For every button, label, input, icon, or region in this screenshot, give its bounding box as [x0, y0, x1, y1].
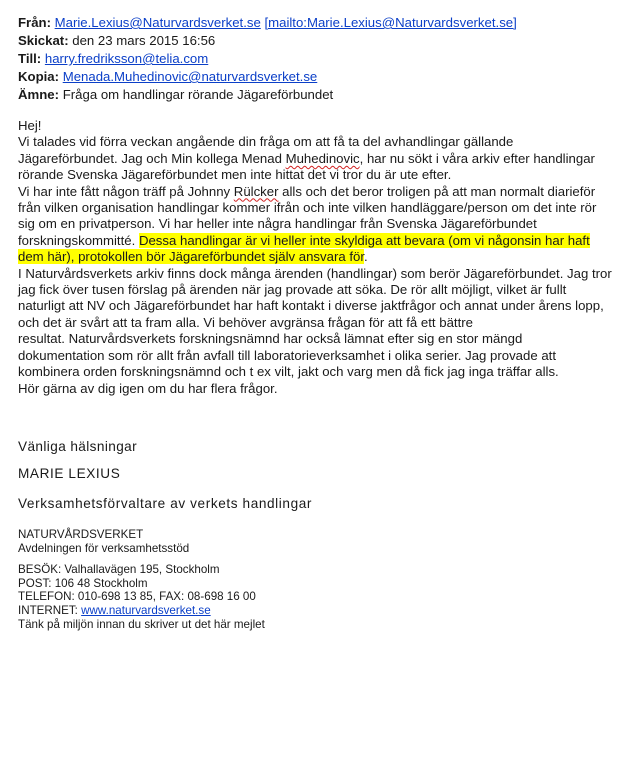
internet-label: INTERNET:	[18, 604, 82, 618]
spellcheck-word: Muhedinovic	[285, 150, 360, 166]
print-footer: Tänk på miljön innan du skriver ut det här mejlet	[18, 617, 265, 631]
p1-line-1: Vi talades vid förra veckan angående din fråga om att få ta del avhandlingar gällande	[18, 134, 514, 150]
p3-line-5: resultat. Naturvårdsverkets forskningsnämnd har också lämnat efter sig en stor mängd	[18, 331, 523, 347]
p2-line-5b: .	[364, 249, 368, 265]
p3-line-1: I Naturvårdsverkets arkiv finns dock många ärenden (handlingar) som berör Jägareförbundet. Jag tror	[18, 265, 612, 281]
p1-line-3: rörande Svenska Jägareförbundet men inte hittat det vi tror du är ute efter.	[18, 167, 452, 183]
paragraph-3	[18, 266, 628, 381]
p2-line-3: sig om en privatperson. Vi har heller inte några handlingar från Svenska Jägareförbundet	[18, 216, 537, 232]
phone-fax: TELEFON: 010-698 13 85, FAX: 08-698 16 00	[18, 590, 256, 604]
to-line	[18, 50, 628, 68]
signature-organisation	[18, 528, 628, 556]
cc-email-link[interactable]: Menada.Muhedinovic@naturvardsverket.se	[62, 69, 318, 84]
subject-line	[18, 86, 628, 104]
cc-line	[18, 68, 628, 86]
email-message	[18, 14, 628, 632]
to-email-link[interactable]: harry.fredriksson@telia.com	[44, 51, 209, 66]
visit-address: BESÖK: Valhallavägen 195, Stockholm	[18, 562, 220, 576]
p3-line-7: kombinera orden forskningsnämnd och t ex vilt, jakt och varg men då fick jag inga träffar alls.	[18, 364, 559, 380]
p2-line-1b: alls och det beror troligen på att man normalt diarieför	[278, 183, 596, 199]
org-department: Avdelningen för verksamhetsstöd	[18, 541, 190, 555]
postal-address: POST: 106 48 Stockholm	[18, 576, 148, 590]
signature-contact	[18, 563, 628, 632]
p2-line-4a: forskningskommitté.	[18, 232, 139, 248]
p1-line-2b: , har nu sökt i våra arkiv efter handlingar	[359, 150, 595, 166]
p2-line-1a: Vi har inte fått någon träff på Johnny	[18, 183, 234, 199]
spellcheck-word: Rülcker	[233, 183, 279, 199]
internet-line	[18, 604, 628, 618]
p3-line-3: naturligt att NV och Jägareförbundet har haft kontakt i diverse jaktfrågor och annat under årens lopp,	[18, 298, 604, 314]
website-link[interactable]: www.naturvardsverket.se	[81, 604, 211, 618]
email-header	[18, 14, 628, 104]
signature-title: Verksamhetsförvaltare av verkets handlingar	[18, 495, 313, 511]
p3-line-6: dokumentation som rör allt från avfall till laboratorieverksamhet i olika serier. Jag provade att	[18, 347, 557, 363]
p1-line-2a: Jägareförbundet. Jag och Min kollega Menad	[18, 150, 286, 166]
from-line	[18, 14, 628, 32]
subject-value: Fråga om handlingar rörande Jägareförbundet	[62, 87, 334, 102]
signature-name: MARIE LEXIUS	[18, 466, 121, 482]
sent-value: den 23 mars 2015 16:56	[72, 33, 216, 48]
greeting-text: Hej!	[18, 118, 42, 133]
from-mailto-link[interactable]: [mailto:Marie.Lexius@Naturvardsverket.se]	[264, 15, 517, 30]
p3-line-4: och det är svårt att ta fram alla. Vi behöver avgränsa frågan för att få ett bättre	[18, 314, 473, 330]
org-name: NATURVÅRDSVERKET	[18, 528, 144, 542]
paragraph-1	[18, 134, 628, 183]
from-label: Från:	[18, 15, 51, 30]
cc-label: Kopia:	[18, 69, 60, 84]
sent-line	[18, 32, 628, 50]
p3-line-2: jag fick över tusen förslag på ärenden när jag provade att söka. De rör allt möjligt, vilket är fullt	[18, 282, 567, 298]
to-label: Till:	[18, 51, 42, 66]
highlighted-text: Dessa handlingar är vi heller inte skyldiga att bevara (om vi någonsin har haft	[138, 232, 590, 248]
highlighted-text: dem här), protokollen bör Jägareförbundet själv ansvara för	[18, 249, 364, 265]
subject-label: Ämne:	[18, 87, 60, 102]
paragraph-2	[18, 184, 628, 266]
sent-label: Skickat:	[18, 33, 69, 48]
p2-line-2: från vilken organisation handlingar kommer ifrån och inte vilken handläggare/person om det inte rör	[18, 200, 597, 216]
signature-greeting: Vänliga hälsningar	[18, 438, 138, 454]
from-email-link[interactable]: Marie.Lexius@Naturvardsverket.se	[54, 15, 261, 30]
paragraph-4: Hör gärna av dig igen om du har flera frågor.	[18, 380, 278, 396]
